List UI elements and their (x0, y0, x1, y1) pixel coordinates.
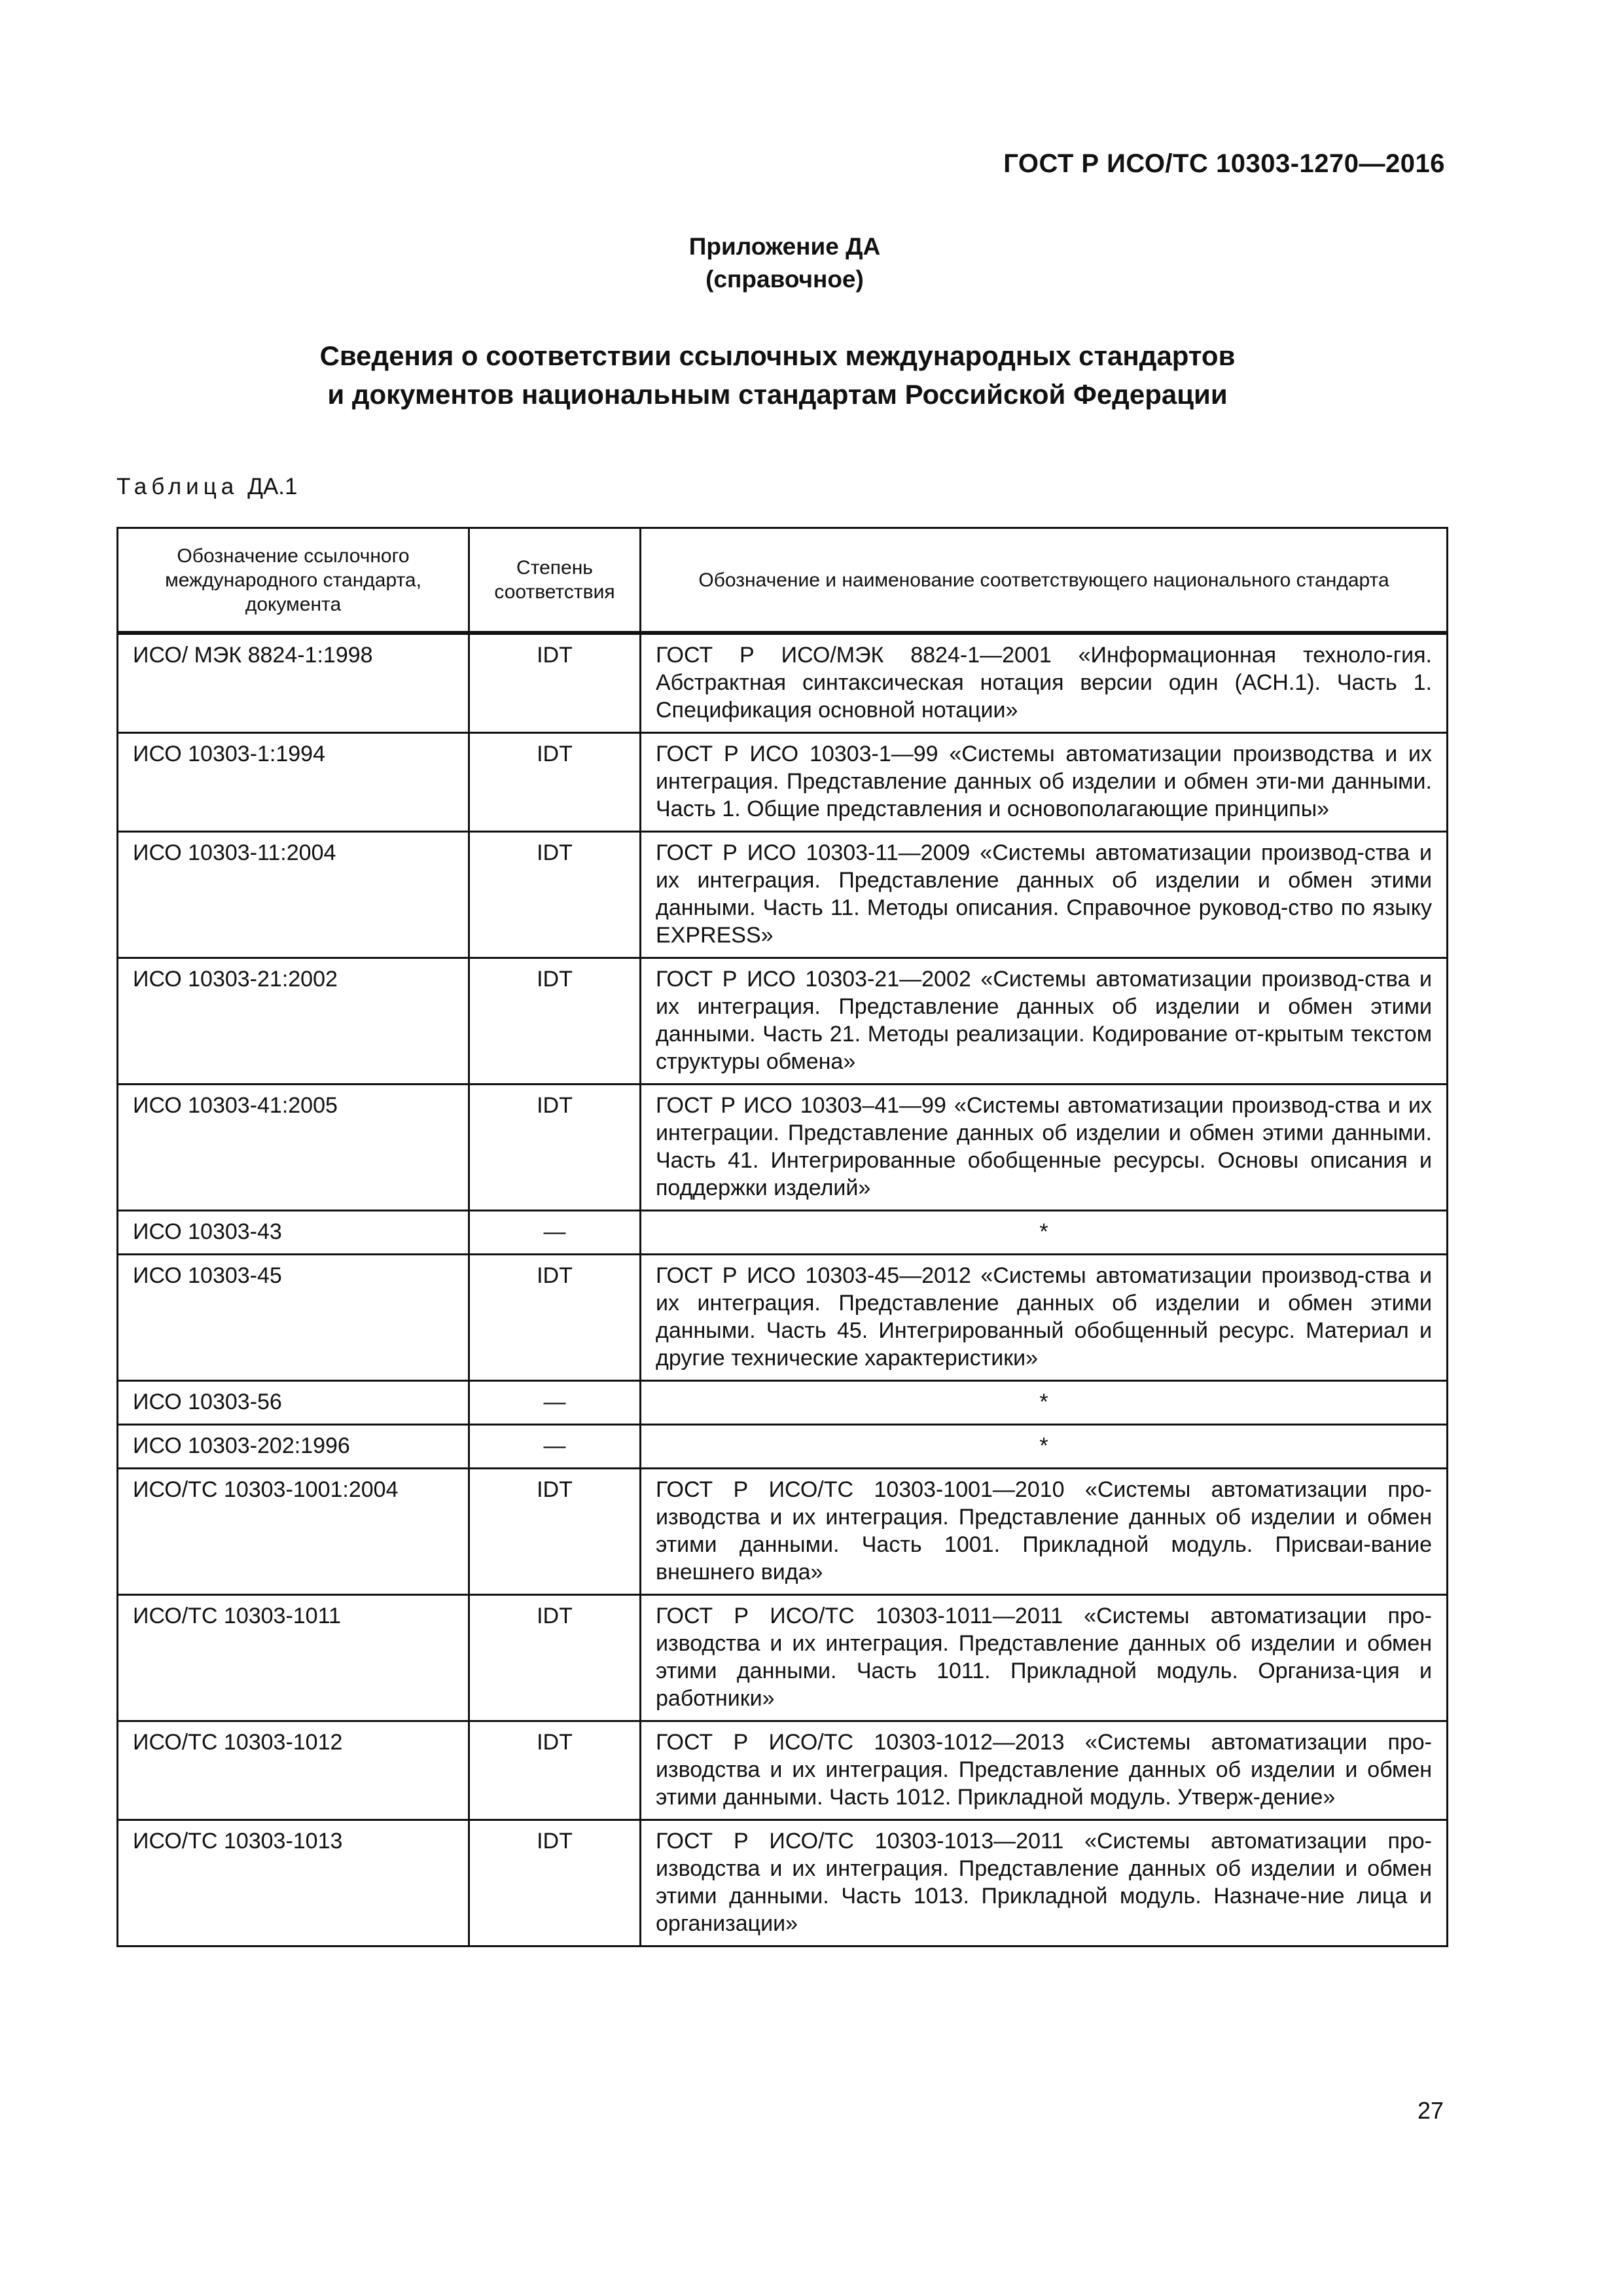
table-row (118, 1469, 1448, 1595)
degree-cell: — (469, 1381, 641, 1425)
column-header-degree: Степень соответствия (469, 528, 641, 634)
national-standard-cell: ГОСТ Р ИСО 10303-21—2002 «Системы автоматизации производ-ства и их интеграция. Представление данных об изделии и обмен этими данными. Часть 21. Методы реализации. Кодирование от-крытым текстом структуры обмена» (641, 958, 1448, 1085)
national-standard-cell: ГОСТ Р ИСО 10303-45—2012 «Системы автоматизации производ-ства и их интеграция. Представление данных об изделии и обмен этими данными. Часть 45. Интегрированный обобщенный ресурс. Материал и другие технические характеристики» (641, 1255, 1448, 1381)
national-standard-cell: ГОСТ Р ИСО 10303-11—2009 «Системы автоматизации производ-ства и их интеграция. Представление данных об изделии и обмен этими данными. Часть 11. Методы описания. Справочное руковод-ство по языку EXPRESS» (641, 832, 1448, 958)
reference-cell: ИСО/ТС 10303-1013 (118, 1820, 469, 1946)
reference-cell: ИСО/ТС 10303-1001:2004 (118, 1469, 469, 1595)
table-row (118, 1721, 1448, 1820)
table-caption-number: ДА.1 (247, 474, 298, 499)
table-row (118, 633, 1448, 733)
degree-cell: — (469, 1425, 641, 1469)
page-number: 27 (1417, 2097, 1444, 2124)
reference-cell: ИСО 10303-202:1996 (118, 1425, 469, 1469)
document-code: ГОСТ Р ИСО/ТС 10303-1270—2016 (1003, 149, 1445, 178)
page-title (0, 336, 1555, 414)
degree-cell: IDT (469, 832, 641, 958)
page-title-line-1: Сведения о соответствии ссылочных международных стандартов (319, 340, 1236, 371)
reference-cell: ИСО 10303-11:2004 (118, 832, 469, 958)
table-caption (116, 474, 297, 500)
degree-cell: IDT (469, 958, 641, 1085)
table-row (118, 1425, 1448, 1469)
national-standard-cell: ГОСТ Р ИСО/ТС 10303-1012—2013 «Системы автоматизации про-изводства и их интеграция. Представление данных об изделии и обмен этими данными. Часть 1012. Прикладной модуль. Утверж-дение» (641, 1721, 1448, 1820)
national-standard-cell: * (641, 1425, 1448, 1469)
degree-cell: — (469, 1211, 641, 1255)
national-standard-cell: ГОСТ Р ИСО 10303–41—99 «Системы автоматизации производ-ства и их интеграции. Представление данных об изделии и обмен этими данными. Часть 41. Интегрированные обобщенные ресурсы. Основы описания и поддержки изделий» (641, 1085, 1448, 1211)
correspondence-table (116, 527, 1448, 1947)
annex-kind: (справочное) (705, 266, 864, 293)
table-row (118, 1595, 1448, 1721)
reference-cell: ИСО 10303-41:2005 (118, 1085, 469, 1211)
page-title-line-2: и документов национальным стандартам Российской Федерации (327, 379, 1228, 410)
national-standard-cell: ГОСТ Р ИСО/МЭК 8824-1—2001 «Информационная техноло-гия. Абстрактная синтаксическая нотация версии один (АСН.1). Часть 1. Спецификация основной нотации» (641, 633, 1448, 733)
national-standard-cell: * (641, 1381, 1448, 1425)
degree-cell: IDT (469, 1469, 641, 1595)
table-row (118, 733, 1448, 832)
national-standard-cell: ГОСТ Р ИСО/ТС 10303-1011—2011 «Системы автоматизации про-изводства и их интеграция. Представление данных об изделии и обмен этими данными. Часть 1011. Прикладной модуль. Организа-ция и работники» (641, 1595, 1448, 1721)
national-standard-cell: ГОСТ Р ИСО/ТС 10303-1001—2010 «Системы автоматизации про-изводства и их интеграция. Представление данных об изделии и обмен этими данными. Часть 1001. Прикладной модуль. Присваи-вание внешнего вида» (641, 1469, 1448, 1595)
table-row (118, 1255, 1448, 1381)
degree-cell: IDT (469, 1721, 641, 1820)
national-standard-cell: ГОСТ Р ИСО 10303-1—99 «Системы автоматизации производства и их интеграция. Представление данных об изделии и обмен эти-ми данными. Часть 1. Общие представления и основополагающие принципы» (641, 733, 1448, 832)
column-header-reference: Обозначение ссылочного международного стандарта, документа (118, 528, 469, 634)
table-row (118, 958, 1448, 1085)
degree-cell: IDT (469, 1255, 641, 1381)
table-row (118, 1381, 1448, 1425)
reference-cell: ИСО 10303-56 (118, 1381, 469, 1425)
table-row (118, 832, 1448, 958)
reference-cell: ИСО 10303-1:1994 (118, 733, 469, 832)
table-row (118, 1211, 1448, 1255)
national-standard-cell: * (641, 1211, 1448, 1255)
reference-cell: ИСО/ТС 10303-1011 (118, 1595, 469, 1721)
national-standard-cell: ГОСТ Р ИСО/ТС 10303-1013—2011 «Системы автоматизации про-изводства и их интеграция. Представление данных об изделии и обмен этими данными. Часть 1013. Прикладной модуль. Назначе-ние лица и организации» (641, 1820, 1448, 1946)
degree-cell: IDT (469, 1820, 641, 1946)
reference-cell: ИСО/ТС 10303-1012 (118, 1721, 469, 1820)
annex-title: Приложение ДА (688, 233, 881, 260)
table-row (118, 1820, 1448, 1946)
degree-cell: IDT (469, 1595, 641, 1721)
column-header-national: Обозначение и наименование соответствующего национального стандарта (641, 528, 1448, 634)
reference-cell: ИСО 10303-21:2002 (118, 958, 469, 1085)
table-header-row (118, 528, 1448, 634)
degree-cell: IDT (469, 1085, 641, 1211)
reference-cell: ИСО 10303-43 (118, 1211, 469, 1255)
table-caption-word: Таблица (116, 474, 239, 499)
annex-heading (0, 230, 1569, 296)
reference-cell: ИСО 10303-45 (118, 1255, 469, 1381)
reference-cell: ИСО/ МЭК 8824-1:1998 (118, 633, 469, 733)
degree-cell: IDT (469, 633, 641, 733)
degree-cell: IDT (469, 733, 641, 832)
table-row (118, 1085, 1448, 1211)
